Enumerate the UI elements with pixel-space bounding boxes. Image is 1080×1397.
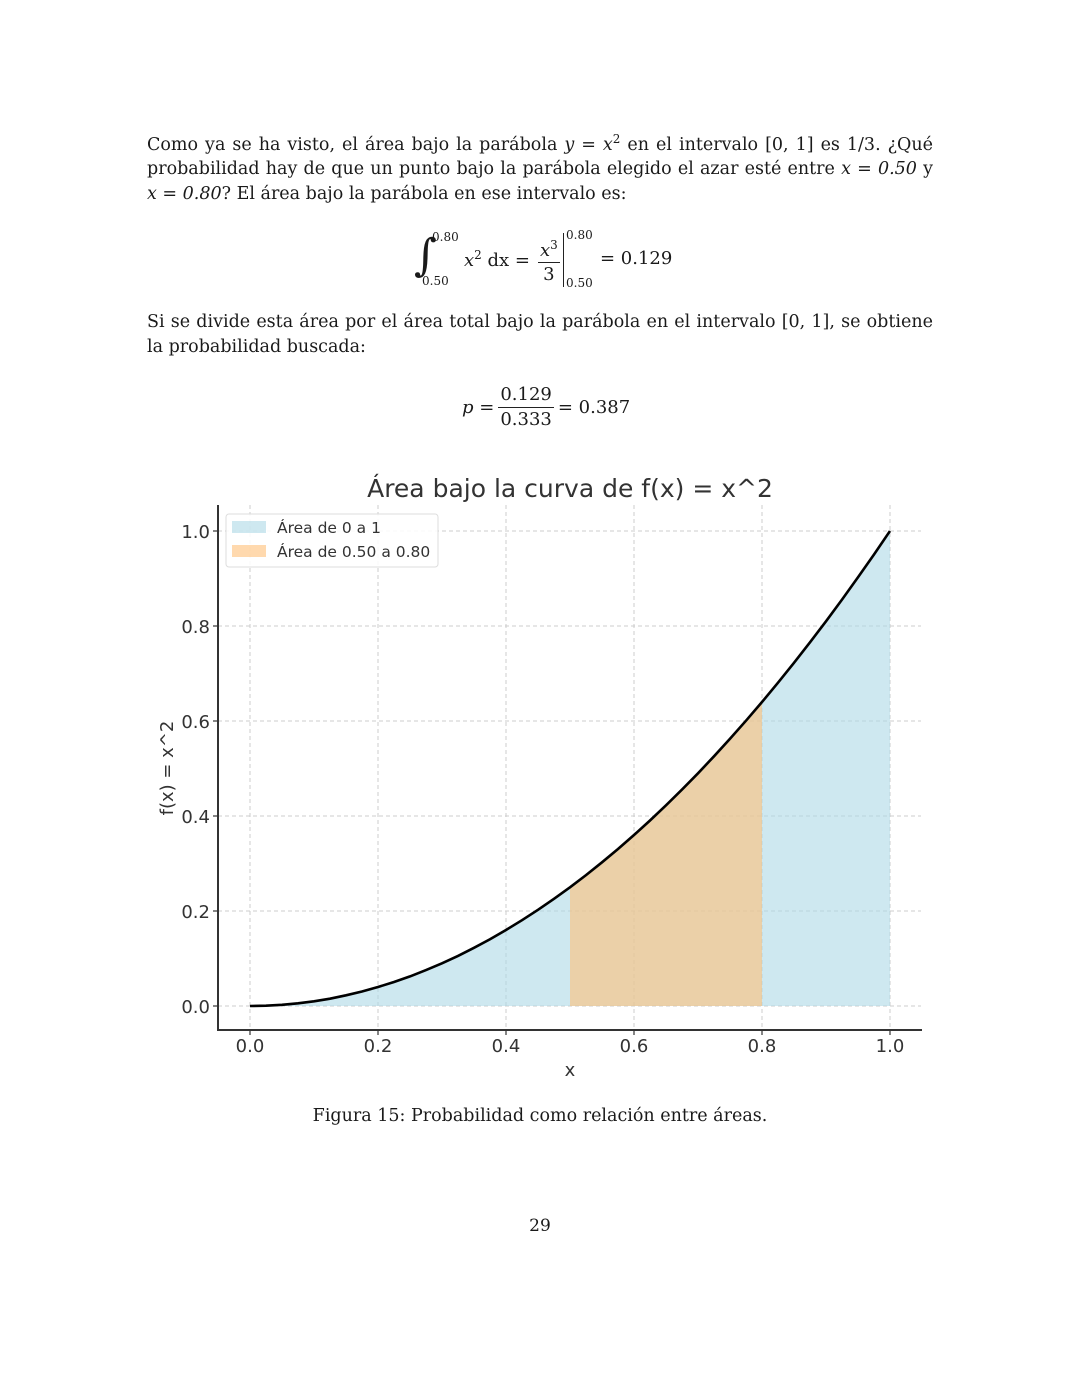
x-tick-label: 0.2	[363, 1036, 393, 1057]
differential: dx =	[481, 250, 530, 271]
area-fill-050-to-080	[570, 702, 762, 1006]
text-run: en el intervalo [0, 1] es 1/3. ¿Qué probabilidad hay de que un punto bajo la parábola elegido el azar esté entre	[147, 134, 933, 180]
integral-lower-limit: 0.50	[422, 274, 449, 288]
math-inline: y = x	[564, 134, 613, 155]
integrand-exp: 2	[474, 248, 482, 262]
fraction-denominator: 0.333	[500, 409, 552, 430]
integral-sign: ∫	[414, 230, 437, 281]
integrand-var: x	[464, 250, 475, 271]
legend	[226, 514, 438, 567]
math-inline: x = 0.50	[841, 159, 917, 180]
num-var: x	[540, 240, 551, 261]
legend-label-total: Área de 0 a 1	[277, 519, 381, 537]
chart-title: Área bajo la curva de f(x) = x^2	[367, 474, 773, 503]
y-axis-label: f(x) = x^2	[157, 720, 178, 816]
text-run: Si se divide esta área por el área total bajo la parábola en el intervalo [0, 1], se obtiene la probabilidad buscada:	[147, 312, 933, 357]
y-tick-label: 0.2	[181, 902, 210, 923]
math-sup: 2	[612, 132, 621, 146]
num-exp: 3	[550, 238, 558, 252]
y-tick-label: 0.8	[181, 617, 210, 638]
eval-upper-limit: 0.80	[566, 228, 593, 242]
x-tick-label: 0.6	[619, 1036, 649, 1057]
eval-lower-limit: 0.50	[566, 276, 593, 290]
y-tick-label: 0.6	[181, 712, 210, 733]
text-run: Como ya se ha visto, el área bajo la parábola	[147, 134, 565, 155]
fraction-numerator: 0.129	[498, 384, 554, 408]
integral-upper-limit: 0.80	[432, 230, 459, 244]
page-number: 29	[529, 1216, 551, 1236]
y-tick-label: 0.0	[181, 997, 210, 1018]
y-tick-label: 1.0	[181, 522, 210, 543]
legend-swatch-blue	[232, 521, 266, 533]
legend-label-interval: Área de 0.50 a 0.80	[277, 543, 431, 561]
x-axis-label: x	[564, 1060, 576, 1081]
integral-result: = 0.129	[600, 248, 673, 269]
figure-caption: Figura 15: Probabilidad como relación entre áreas.	[312, 1106, 768, 1126]
x-tick-labels	[236, 1036, 905, 1057]
math-inline: x = 0.80	[147, 183, 222, 204]
x-tick-label: 0.4	[491, 1036, 521, 1057]
fraction-denominator: 3	[543, 264, 555, 285]
legend-swatch-orange	[232, 545, 266, 557]
text-run: ? El área bajo la parábola en ese intervalo es:	[221, 183, 627, 204]
equation-lhs: p =	[462, 397, 495, 418]
x-tick-label: 1.0	[875, 1036, 905, 1057]
y-tick-labels	[181, 522, 210, 1018]
x-tick-label: 0.8	[747, 1036, 777, 1057]
text-run: y	[916, 159, 934, 180]
x-tick-label: 0.0	[235, 1036, 265, 1057]
y-tick-label: 0.4	[181, 807, 210, 828]
equation-result: = 0.387	[557, 397, 631, 418]
